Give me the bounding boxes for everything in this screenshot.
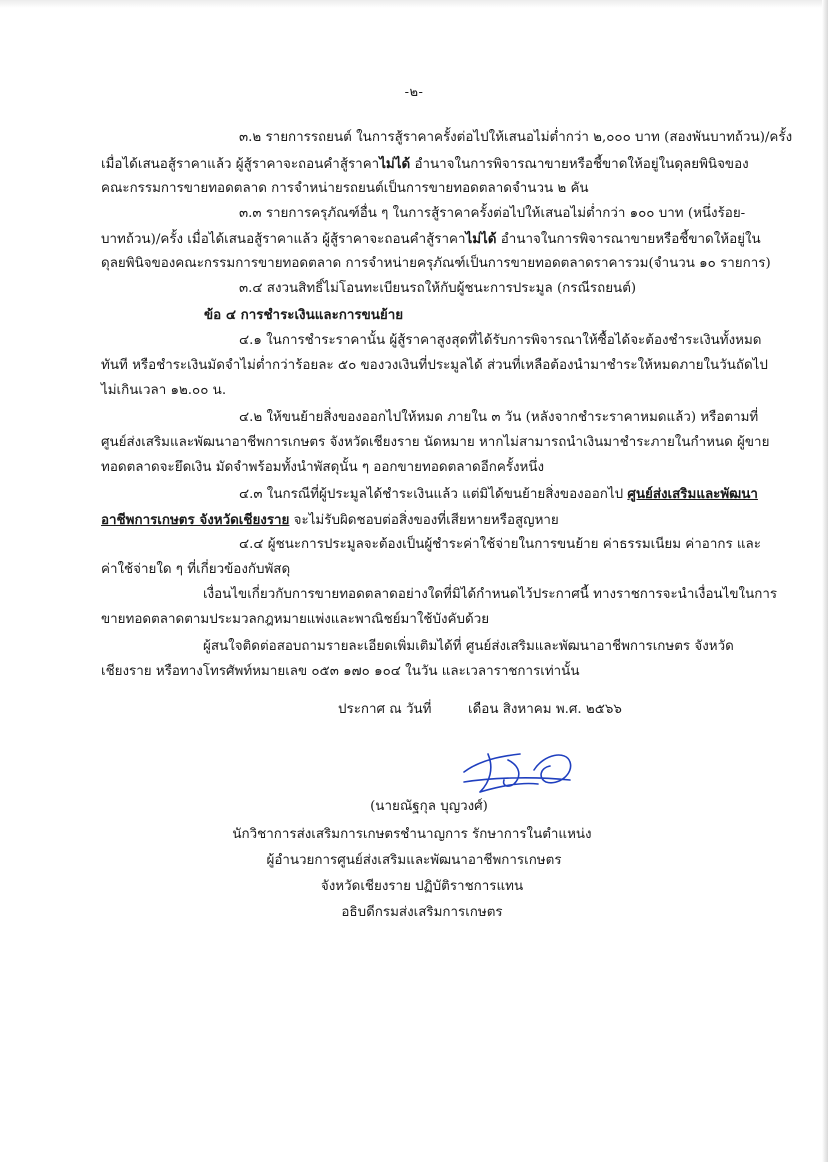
announce-date-suffix: เดือน สิงหาคม พ.ศ. ๒๕๖๖: [468, 702, 622, 717]
clause-3-4: ๓.๔ สงวนสิทธิ์ไม่โอนทะเบียนรถให้กับผู้ชนะการประมูล (กรณีรถยนต์): [239, 281, 637, 296]
clause-3-2-line-2: [101, 154, 749, 175]
clause-3-3-line-3: ดุลยพินิจของคณะกรรมการขายทอดตลาด การจำหน่ายครุภัณฑ์เป็นการขายทอดตลาดราคารวม(จำนวน ๑๐ รายการ): [101, 256, 771, 271]
clause-4-1-line-1: ๔.๑ ในการชำระราคานั้น ผู้สู้ราคาสูงสุดที่ได้รับการพิจารณาให้ซื้อได้จะต้องชำระเงินทั้งหมด: [239, 333, 762, 348]
clause-4-2-line-1: ๔.๒ ให้ขนย้ายสิ่งของออกไปให้หมด ภายใน ๓ วัน (หลังจากชำระราคาหมดแล้ว) หรือตามที่: [239, 410, 759, 425]
contact-line-2: เชียงราย หรือทางโทรศัพท์หมายเลข ๐๕๓ ๑๗๐ ๑๐๔ ในวัน และเวลาราชการเท่านั้น: [101, 664, 580, 679]
clause-4-3-line-1: [239, 484, 758, 505]
clause-4-1-line-2: ทันที หรือชำระเงินมัดจำไม่ต่ำกว่าร้อยละ ๕๐ ของวงเงินที่ประมูลได้ ส่วนที่เหลือต้องนำมาชำระให้หมดภายในวันถัดไป: [101, 358, 768, 373]
clause-4-3-text-b: จะไม่รับผิดชอบต่อสิ่งของที่เสียหายหรือสูญหาย: [289, 513, 559, 528]
clause-3-3-line-1: ๓.๓ รายการครุภัณฑ์อื่น ๆ ในการสู้ราคาครั้งต่อไปให้เสนอไม่ต่ำกว่า ๑๐๐ บาท (หนึ่งร้อย-: [239, 206, 746, 221]
announce-date-prefix: ประกาศ ณ วันที่: [338, 702, 432, 717]
clause-3-3-text-c: อำนาจในการพิจารณาขายหรือชี้ขาดให้อยู่ใน: [496, 232, 761, 247]
page-number: -๒-: [404, 85, 424, 100]
clause-4-2-line-3: ทอดตลาดจะยึดเงิน มัดจำพร้อมทั้งนำพัสดุนั้น ๆ ออกขายทอดตลาดอีกครั้งหนึ่ง: [101, 460, 545, 475]
signer-position-3: จังหวัดเชียงราย ปฏิบัติราชการแทน: [320, 879, 524, 894]
conditions-line-2: ขายทอดตลาดตามประมวลกฎหมายแพ่งและพาณิชย์มาใช้บังคับด้วย: [101, 612, 490, 627]
clause-3-2-emphasis: ไม่ได้: [379, 156, 411, 172]
clause-3-2-line-3: คณะกรรมการขายทอดตลาด การจำหน่ายรถยนต์เป็นการขายทอดตลาดจำนวน ๒ คัน: [101, 181, 589, 196]
clause-4-2-line-2: ศูนย์ส่งเสริมและพัฒนาอาชีพการเกษตร จังหวัดเชียงราย นัดหมาย หากไม่สามารถนำเงินมาชำระภายในกำหนด ผู้ขาย: [101, 435, 770, 450]
clause-4-3-underlined-b: อาชีพการเกษตร จังหวัดเชียงราย: [101, 512, 290, 528]
clause-3-3-emphasis: ไม่ได้: [465, 231, 497, 247]
section-4-heading: ข้อ ๔ การชำระเงินและการขนย้าย: [204, 307, 404, 323]
handwritten-signature: [450, 740, 590, 800]
clause-4-4-line-1: ๔.๔ ผู้ชนะการประมูลจะต้องเป็นผู้ชำระค่าใช้จ่ายในการขนย้าย ค่าธรรมเนียม ค่าอากร และ: [239, 537, 761, 552]
clause-3-2-line-1: ๓.๒ รายการรถยนต์ ในการสู้ราคาครั้งต่อไปให้เสนอไม่ต่ำกว่า ๒,๐๐๐ บาท (สองพันบาทถ้วน)/ครั้ง: [239, 130, 793, 145]
clause-3-3-text-a: บาทถ้วน)/ครั้ง เมื่อได้เสนอสู้ราคาแล้ว ผู้สู้ราคาจะถอนคำสู้ราคา: [101, 232, 466, 247]
clause-4-1-line-3: ไม่เกินเวลา ๑๒.๐๐ น.: [101, 383, 227, 398]
clause-4-3-underlined-a: ศูนย์ส่งเสริมและพัฒนา: [627, 486, 758, 502]
clause-4-3-text-a: ๔.๓ ในกรณีที่ผู้ประมูลได้ชำระเงินแล้ว แต่มิได้ขนย้ายสิ่งของออกไป: [239, 487, 628, 502]
clause-3-2-text-c: อำนาจในการพิจารณาขายหรือชี้ขาดให้อยู่ในดุลยพินิจของ: [410, 157, 749, 172]
clause-3-2-text-a: เมื่อได้เสนอสู้ราคาแล้ว ผู้สู้ราคาจะถอนคำสู้ราคา: [101, 157, 380, 172]
conditions-line-1: เงื่อนไขเกี่ยวกับการขายทอดตลาดอย่างใดที่มิได้กำหนดไว้ประกาศนี้ ทางราชการจะนำเงื่อนไขในการ: [203, 587, 778, 602]
contact-line-1: ผู้สนใจติดต่อสอบถามรายละเอียดเพิ่มเติมได้ที่ ศูนย์ส่งเสริมและพัฒนาอาชีพการเกษตร จังหวัด: [203, 639, 734, 654]
clause-3-3-line-2: [101, 229, 761, 250]
scan-top-shadow: [0, 0, 828, 8]
clause-4-4-line-2: ค่าใช้จ่ายใด ๆ ที่เกี่ยวข้องกับพัสดุ: [101, 562, 291, 577]
signer-position-4: อธิบดีกรมส่งเสริมการเกษตร: [341, 905, 503, 920]
signer-name: (นายณัฐกุล บุญวงศ์): [370, 799, 488, 814]
clause-4-3-line-2: [101, 510, 559, 531]
scan-edge-shadow: [822, 0, 828, 1162]
signer-position-1: นักวิชาการส่งเสริมการเกษตรชำนาญการ รักษาการในตำแหน่ง: [232, 827, 592, 842]
signer-position-2: ผู้อำนวยการศูนย์ส่งเสริมและพัฒนาอาชีพการเกษตร: [266, 853, 562, 868]
